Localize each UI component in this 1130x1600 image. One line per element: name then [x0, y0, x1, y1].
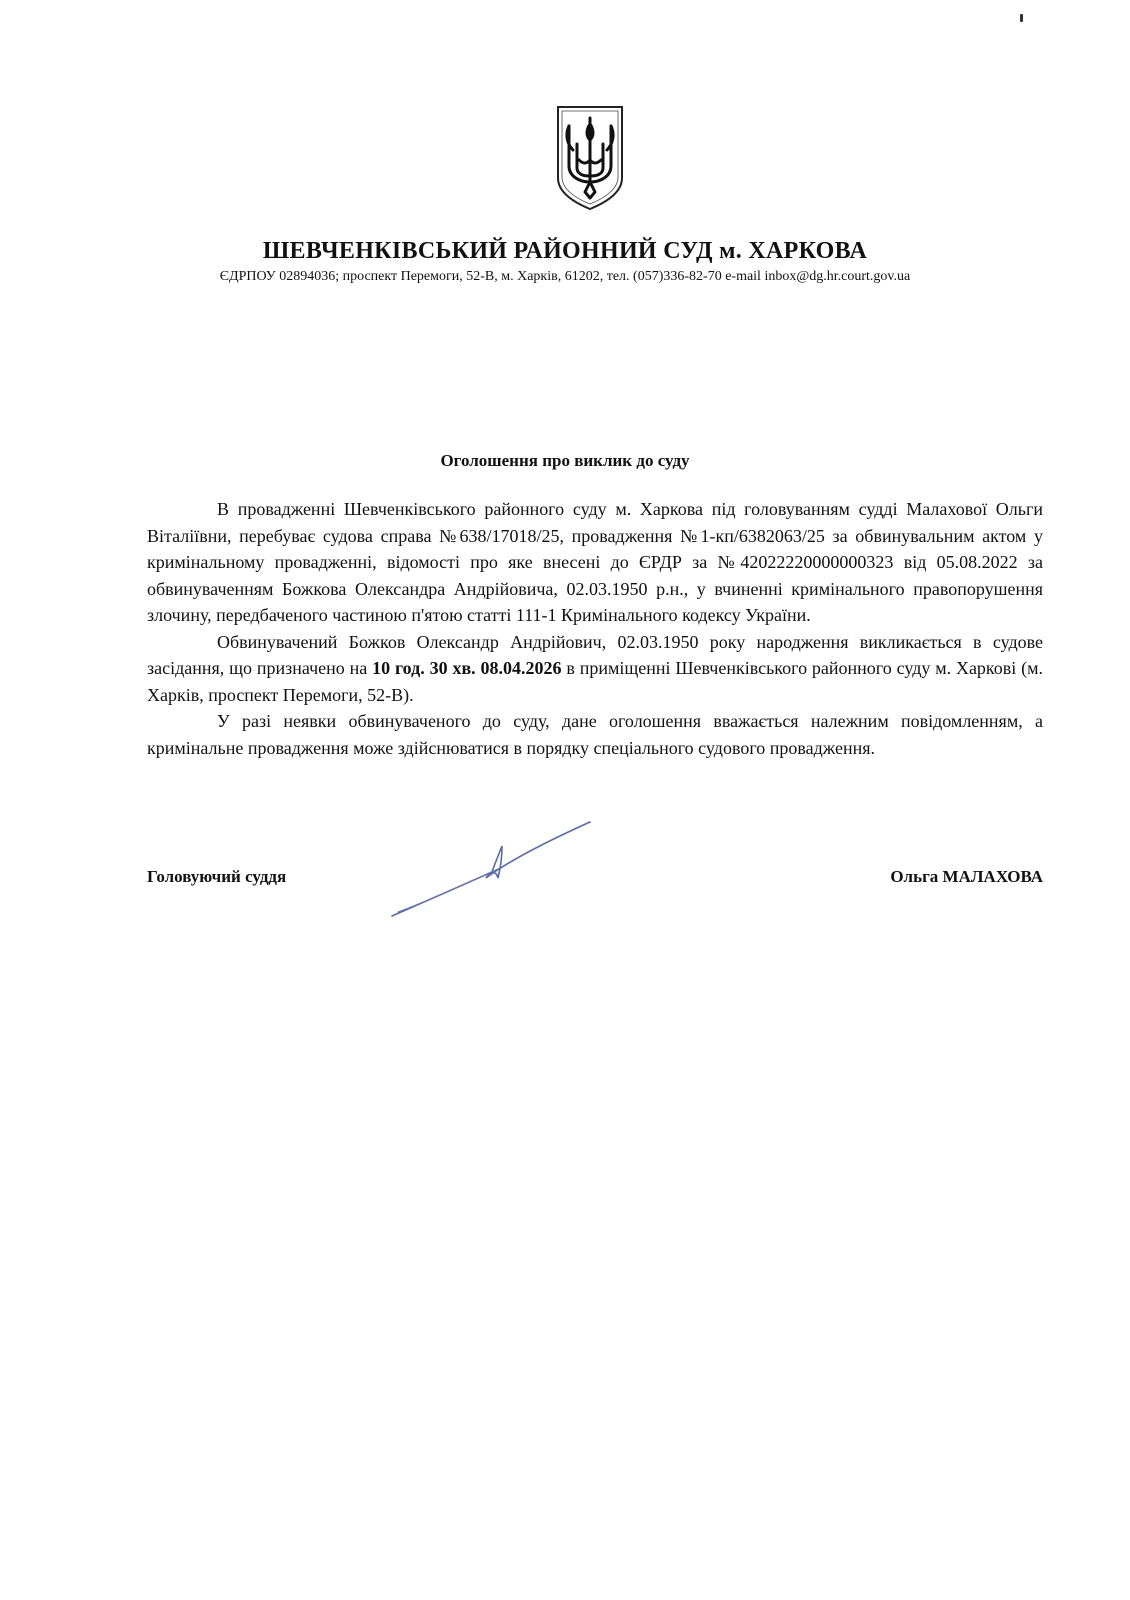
scan-speck — [1020, 14, 1023, 22]
handwritten-signature — [390, 820, 610, 940]
court-contacts: ЄДРПОУ 02894036; проспект Перемоги, 52-В, м. Харків, 61202, тел. (057)336-82-70 e-mail inbox@dg.hr.court.gov.ua — [219, 269, 911, 284]
notice-title: Оголошення про виклик до суду — [440, 451, 690, 470]
notice-paragraph-3: У разі неявки обвинуваченого до суду, дане оголошення вважається належним повідомленням, а кримінальне провадження може здійснюватися в порядку спеціального судового провадження. — [147, 711, 1043, 758]
paragraph-2-text-after: в приміщенні Шевченківського районного суду м. Харкові (м. Харків, проспект Перемоги, 52-В). — [147, 658, 1043, 705]
signature-role: Головуючий суддя — [147, 867, 287, 886]
court-name: ШЕВЧЕНКІВСЬКИЙ РАЙОННИЙ СУД м. ХАРКОВА — [262, 238, 868, 264]
notice-body — [147, 496, 1043, 761]
paragraph-2-text-before: Обвинувачений Божков Олександр Андрійович, 02.03.1950 року народження викликається в судове засідання, що призначено на — [147, 631, 1043, 678]
coat-of-arms-icon — [555, 104, 625, 212]
notice-paragraph-1: В провадженні Шевченківського районного суду м. Харкова під головуванням судді Малахової Ольги Віталіївни, перебуває судова справа №638/17018/25, провадження №1-кп/6382063/25 за обвинувальним актом у кримінальному провадженні, відомості про яке внесені до ЄРДР за №42022220000000323 від 05.08.2022 за обвинуваченням Божкова Олександра Андрійовича, 02.03.1950 р.н., у вчиненні кримінального правопорушення злочину, передбаченого частиною п'ятою статті 111-1 Кримінального кодексу України. — [147, 499, 1043, 625]
judge-name: Ольга МАЛАХОВА — [890, 867, 1043, 886]
hearing-datetime: 10 год. 30 хв. 08.04.2026 — [372, 658, 562, 678]
notice-paragraph-2 — [147, 629, 1043, 709]
